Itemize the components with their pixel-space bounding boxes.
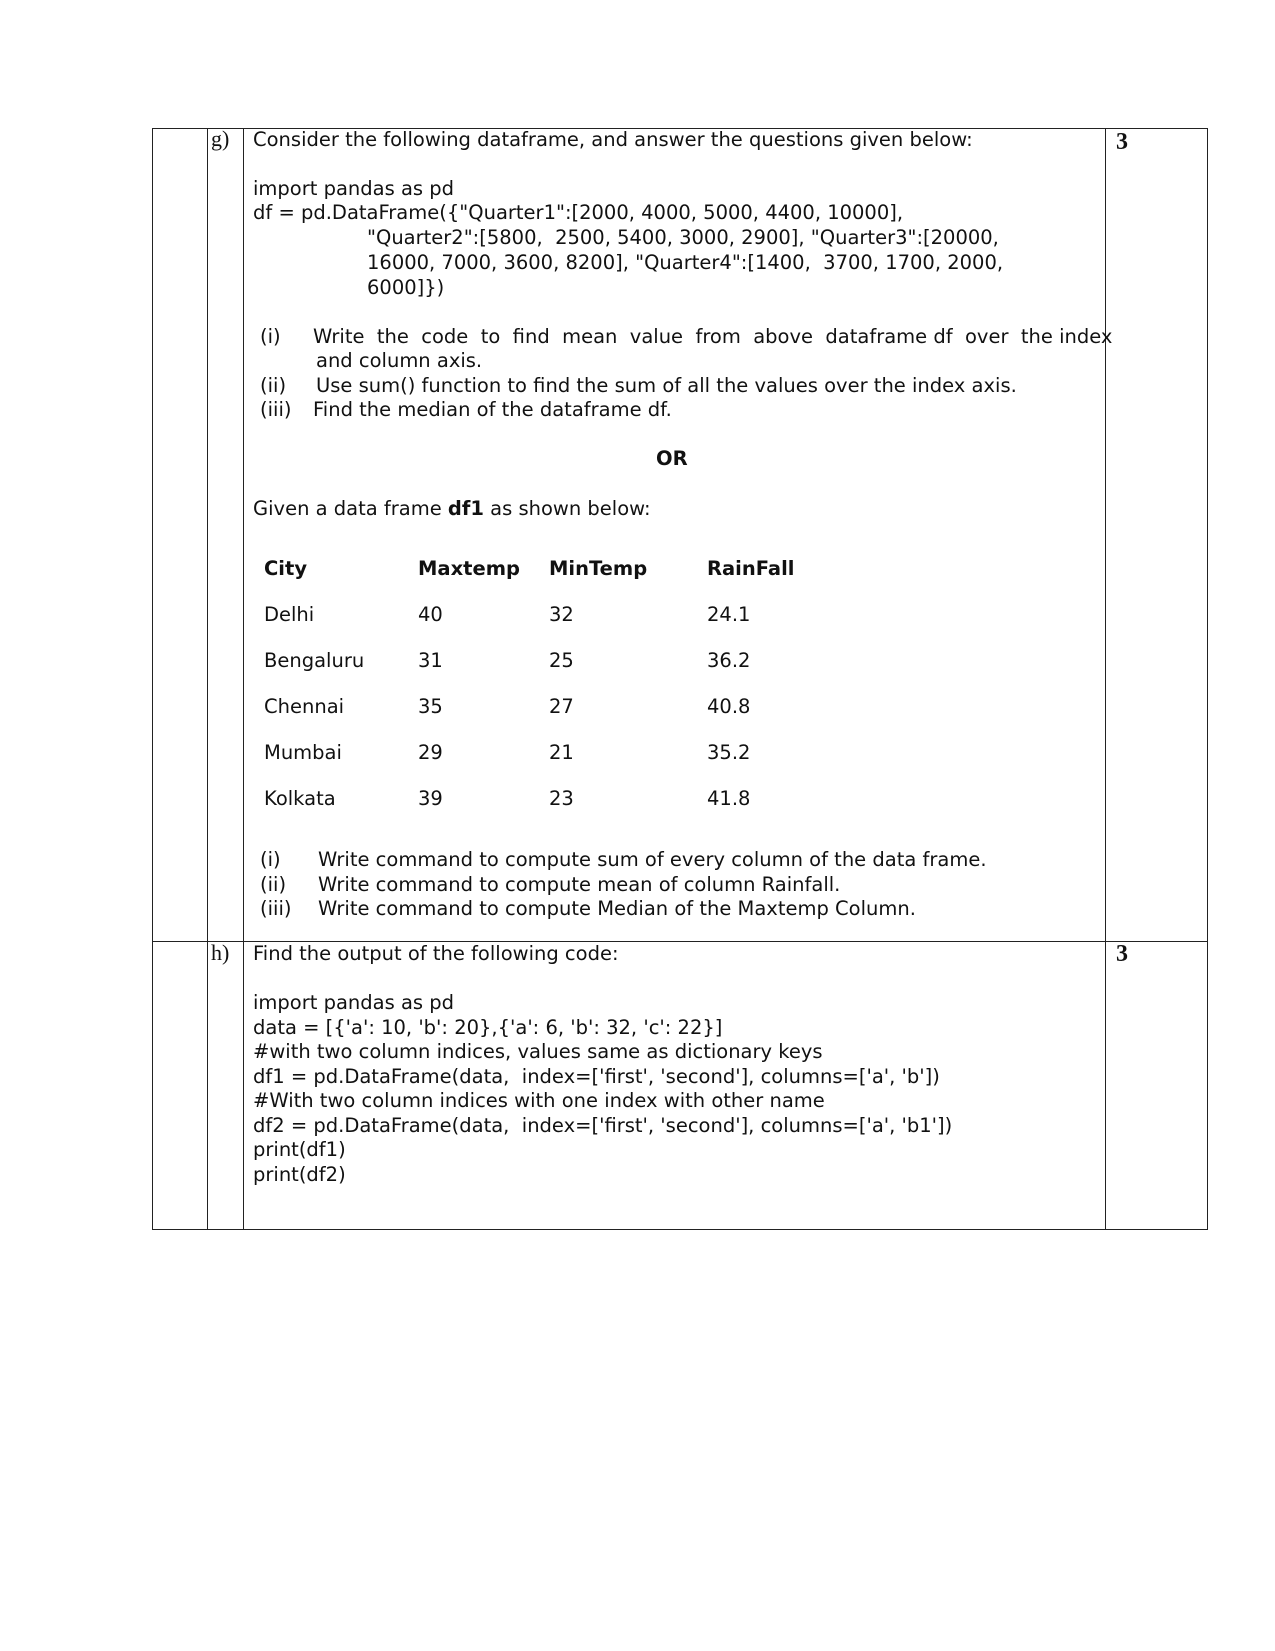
table-cell: 39	[418, 787, 443, 810]
table-cell: Delhi	[264, 603, 315, 626]
or-separator: OR	[656, 447, 688, 470]
given-suffix: as shown below:	[483, 497, 651, 520]
code-line: 6000]})	[367, 276, 445, 299]
table-cell: Kolkata	[264, 787, 336, 810]
table-cell: 36.2	[707, 649, 751, 672]
dataframe-name: df1	[447, 497, 484, 520]
subquestion-number: (i)	[260, 325, 281, 348]
question-label: g)	[211, 126, 230, 151]
subquestion-number: (ii)	[260, 873, 287, 896]
table-cell: 24.1	[707, 603, 751, 626]
given-prefix: Given a data frame	[253, 497, 448, 520]
table-cell: 23	[549, 787, 574, 810]
column-divider	[243, 129, 244, 1229]
table-cell: 35.2	[707, 741, 751, 764]
table-cell: 31	[418, 649, 443, 672]
subquestion-text: Write the code to find mean value from above dataframe df over the index	[313, 325, 1113, 348]
subquestion-number: (i)	[260, 848, 281, 871]
code-line: df1 = pd.DataFrame(data, index=['first', 'second'], columns=['a', 'b'])	[253, 1065, 940, 1088]
subquestion-text: Find the median of the dataframe df.	[313, 398, 672, 421]
table-header: MinTemp	[549, 557, 648, 580]
subquestion-text: Use sum() function to find the sum of all the values over the index axis.	[316, 374, 1017, 397]
table-cell: 41.8	[707, 787, 751, 810]
marks: 3	[1116, 941, 1128, 967]
subquestion-number: (iii)	[260, 398, 292, 421]
column-divider	[207, 129, 208, 1229]
code-line: #With two column indices with one index with other name	[253, 1089, 825, 1112]
code-line: #with two column indices, values same as dictionary keys	[253, 1040, 823, 1063]
table-cell: 40.8	[707, 695, 751, 718]
subquestion-number: (iii)	[260, 897, 292, 920]
subquestion-text: Write command to compute Median of the Maxtemp Column.	[318, 897, 916, 920]
subquestion-text: and column axis.	[316, 349, 483, 372]
code-line: import pandas as pd	[253, 991, 455, 1014]
given-text	[253, 497, 651, 521]
subquestion-number: (ii)	[260, 374, 287, 397]
code-line: df = pd.DataFrame({"Quarter1":[2000, 4000, 5000, 4400, 10000],	[253, 201, 904, 224]
table-cell: Mumbai	[264, 741, 342, 764]
code-line: df2 = pd.DataFrame(data, index=['first', 'second'], columns=['a', 'b1'])	[253, 1114, 953, 1137]
marks: 3	[1116, 129, 1128, 155]
code-line: "Quarter2":[5800, 2500, 5400, 3000, 2900], "Quarter3":[20000,	[367, 226, 999, 249]
table-cell: 21	[549, 741, 574, 764]
subquestion-text: Write command to compute mean of column Rainfall.	[318, 873, 841, 896]
code-line: print(df1)	[253, 1138, 346, 1161]
table-cell: 27	[549, 695, 574, 718]
table-cell: 32	[549, 603, 574, 626]
table-header: Maxtemp	[418, 557, 520, 580]
table-header: City	[264, 557, 308, 580]
table-cell: 40	[418, 603, 443, 626]
table-cell: 29	[418, 741, 443, 764]
table-cell: Chennai	[264, 695, 345, 718]
code-line: import pandas as pd	[253, 177, 455, 200]
column-divider	[1105, 129, 1106, 1229]
table-cell: Bengaluru	[264, 649, 365, 672]
code-line: data = [{'a': 10, 'b': 20},{'a': 6, 'b': 32, 'c': 22}]	[253, 1016, 723, 1039]
code-line: print(df2)	[253, 1163, 346, 1186]
code-line: 16000, 7000, 3600, 8200], "Quarter4":[1400, 3700, 1700, 2000,	[367, 251, 1004, 274]
table-cell: 35	[418, 695, 443, 718]
question-label: h)	[211, 940, 230, 965]
subquestion-text: Write command to compute sum of every column of the data frame.	[318, 848, 987, 871]
table-header: RainFall	[707, 557, 795, 580]
question-intro: Find the output of the following code:	[253, 942, 619, 965]
table-cell: 25	[549, 649, 574, 672]
question-intro: Consider the following dataframe, and answer the questions given below:	[253, 128, 973, 151]
